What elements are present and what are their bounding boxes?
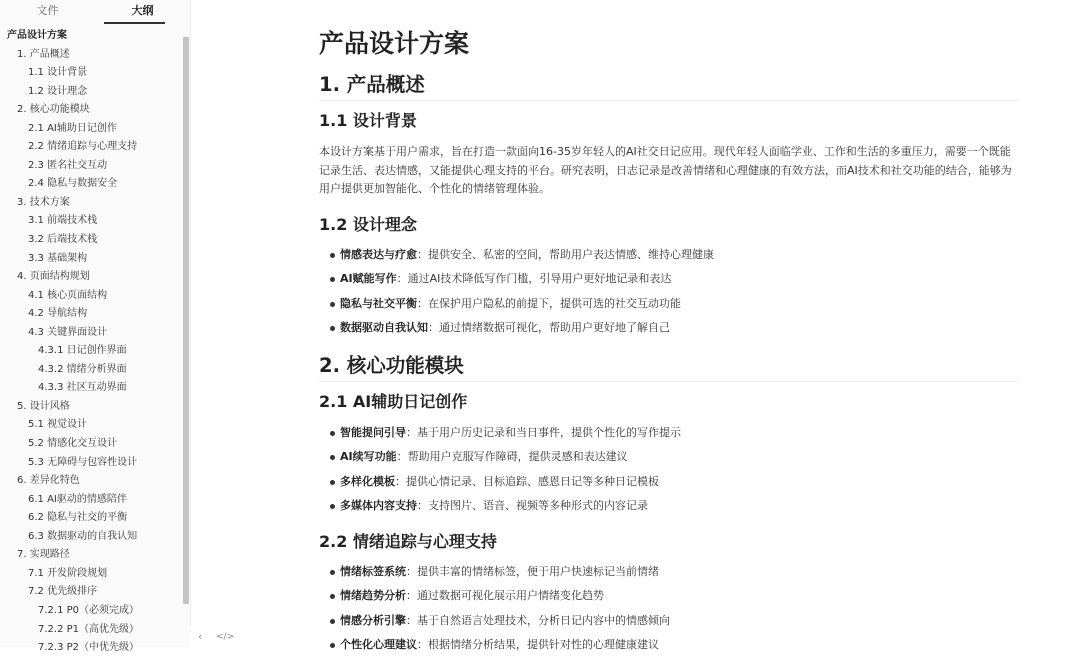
outline-item[interactable]: 5.3 无障碍与包容性设计 xyxy=(28,456,138,468)
heading-section-1-2: 1.2 设计理念 xyxy=(319,215,417,234)
outline-item[interactable]: 4.3.2 情绪分析界面 xyxy=(38,363,127,375)
outline-item[interactable]: 4.3 关键界面设计 xyxy=(28,326,108,338)
outline-item[interactable]: 产品设计方案 xyxy=(7,30,67,41)
outline-scrollbar-thumb[interactable] xyxy=(183,37,189,604)
heading-section-2-1: 2.1 AI辅助日记创作 xyxy=(319,392,468,411)
list-item-description: ：通过AI技术降低写作门槛，引导用户更好地记录和表达 xyxy=(396,272,672,286)
outline-item[interactable]: 5.2 情感化交互设计 xyxy=(28,438,118,450)
list-item-term: 情绪标签系统 xyxy=(340,565,406,578)
outline-item[interactable]: 2.4 隐私与数据安全 xyxy=(28,178,118,190)
outline-item[interactable]: 3.1 前端技术栈 xyxy=(28,215,98,227)
outline-scrollbar-track[interactable] xyxy=(183,37,189,604)
outline-item[interactable]: 4. 页面结构规划 xyxy=(17,271,90,283)
list-item-description: ：基于自然语言处理技术，分析日记内容中的情感倾向 xyxy=(406,613,670,627)
outline-item[interactable]: 7.2 优先级排序 xyxy=(28,586,98,598)
list-item xyxy=(319,243,1019,267)
outline-item[interactable]: 6.3 数据驱动的自我认知 xyxy=(28,530,138,542)
collapse-sidebar-icon[interactable]: ‹ xyxy=(198,630,203,643)
outline-item[interactable]: 7.2.1 P0（必须完成） xyxy=(38,604,140,616)
outline-item[interactable]: 7.1 开发阶段规划 xyxy=(28,567,108,579)
outline-item[interactable]: 3.2 后端技术栈 xyxy=(28,234,98,246)
outline-item[interactable]: 5.1 视觉设计 xyxy=(28,419,88,431)
list-item xyxy=(319,609,1019,633)
list-item-term: 情感分析引擎 xyxy=(340,613,406,627)
outline-item[interactable]: 4.3.1 日记创作界面 xyxy=(38,345,127,357)
outline-item[interactable]: 4.1 核心页面结构 xyxy=(28,289,108,301)
list-item-description: ：支持图片、语音、视频等多种形式的内容记录 xyxy=(417,498,648,512)
list-item-term: 个性化心理建议 xyxy=(340,637,417,651)
list-item xyxy=(319,267,1019,291)
outline-item[interactable]: 7.2.2 P1（高优先级） xyxy=(38,623,140,635)
list-item xyxy=(319,494,1019,518)
list-item-description: ：在保护用户隐私的前提下，提供可选的社交互动功能 xyxy=(417,296,681,310)
list-item xyxy=(319,470,1019,494)
outline-item[interactable]: 6. 差异化特色 xyxy=(17,475,80,487)
tab-outline[interactable]: 大纲 xyxy=(131,4,154,17)
outline-item[interactable]: 2.1 AI辅助日记创作 xyxy=(28,122,117,134)
bottom-toolbar xyxy=(190,627,240,647)
list-item-term: 智能提问引导 xyxy=(340,426,406,439)
list-ai-diary-features xyxy=(319,421,1019,518)
list-item-term: 多样化模板 xyxy=(340,474,395,488)
active-tab-indicator xyxy=(104,22,165,24)
outline-item[interactable]: 4.3.3 社区互动界面 xyxy=(38,382,127,394)
list-item-term: 多媒体内容支持 xyxy=(340,498,417,512)
heading-section-2: 2. 核心功能模块 xyxy=(319,350,1019,382)
list-item xyxy=(319,560,1019,584)
outline-item[interactable]: 3. 技术方案 xyxy=(17,196,70,208)
list-item-description: ：帮助用户克服写作障碍，提供灵感和表达建议 xyxy=(396,450,628,464)
list-item-description: ：根据情绪分析结果，提供针对性的心理健康建议 xyxy=(417,637,659,651)
list-item-term: 数据驱动自我认知 xyxy=(340,320,428,334)
sidebar xyxy=(0,0,191,654)
list-item-description: ：提供丰富的情绪标签，便于用户快速标记当前情绪 xyxy=(406,565,659,578)
outline-item[interactable]: 6.1 AI驱动的情感陪伴 xyxy=(28,493,127,505)
list-item xyxy=(319,445,1019,469)
outline-item[interactable]: 4.2 导航结构 xyxy=(28,308,88,320)
outline-item[interactable]: 6.2 隐私与社交的平衡 xyxy=(28,512,128,524)
list-item-term: AI赋能写作 xyxy=(340,272,397,286)
list-item-description: ：通过数据可视化展示用户情绪变化趋势 xyxy=(406,589,604,603)
outline-item[interactable]: 7. 实现路径 xyxy=(17,549,70,561)
list-design-concepts xyxy=(319,243,1019,340)
list-item xyxy=(319,633,1019,657)
document-title: 产品设计方案 xyxy=(319,29,470,58)
paragraph-design-background: 本设计方案基于用户需求，旨在打造一款面向16-35岁年轻人的AI社交日记应用。现代年轻人面临学业、工作和生活的多重压力，需要一个既能记录生活、表达情感，又能提供心理支持的平台。研究表明，日志记录是改善情绪和心理健康的有效方法，而AI技术和社交功能的结合，能够为用户提供更加智能化、个性化的情绪管理体验。 xyxy=(319,145,1012,195)
heading-section-2-2: 2.2 情绪追踪与心理支持 xyxy=(319,532,497,551)
list-item-term: 隐私与社交平衡 xyxy=(340,296,417,310)
list-item-description: ：通过情绪数据可视化，帮助用户更好地了解自己 xyxy=(428,320,670,334)
list-item xyxy=(319,292,1019,316)
outline-item[interactable]: 3.3 基础架构 xyxy=(28,252,88,264)
list-item-description: ：提供安全、私密的空间，帮助用户表达情感、维持心理健康 xyxy=(417,248,714,261)
list-item-term: AI续写功能 xyxy=(340,450,397,464)
list-item-description: ：基于用户历史记录和当日事件，提供个性化的写作提示 xyxy=(406,426,681,439)
heading-section-1: 1. 产品概述 xyxy=(319,69,1019,101)
outline-item[interactable]: 5. 设计风格 xyxy=(17,400,70,412)
heading-section-1-1: 1.1 设计背景 xyxy=(319,111,417,130)
outline-item[interactable]: 2.3 匿名社交互动 xyxy=(28,159,108,171)
list-item xyxy=(319,316,1019,340)
list-item-term: 情感表达与疗愈 xyxy=(340,248,417,261)
outline-item[interactable]: 2.2 情绪追踪与心理支持 xyxy=(28,141,138,153)
outline-item[interactable]: 1.2 设计理念 xyxy=(28,85,88,97)
list-item xyxy=(319,421,1019,445)
list-item-term: 情绪趋势分析 xyxy=(340,589,406,603)
source-code-mode-icon[interactable]: </> xyxy=(216,632,235,642)
list-emotion-tracking-features xyxy=(319,560,1019,657)
outline-item[interactable]: 1.1 设计背景 xyxy=(28,67,88,79)
document-content xyxy=(319,0,1019,651)
outline-list xyxy=(0,27,182,654)
outline-item[interactable]: 1. 产品概述 xyxy=(17,48,70,60)
outline-item[interactable]: 7.2.3 P2（中优先级） xyxy=(38,642,140,654)
list-item-description: ：提供心情记录、目标追踪、感恩日记等多种日记模板 xyxy=(395,474,659,488)
tab-file[interactable]: 文件 xyxy=(36,4,59,17)
sidebar-tabs xyxy=(0,0,190,27)
list-item xyxy=(319,584,1019,608)
outline-item[interactable]: 2. 核心功能模块 xyxy=(17,104,90,116)
